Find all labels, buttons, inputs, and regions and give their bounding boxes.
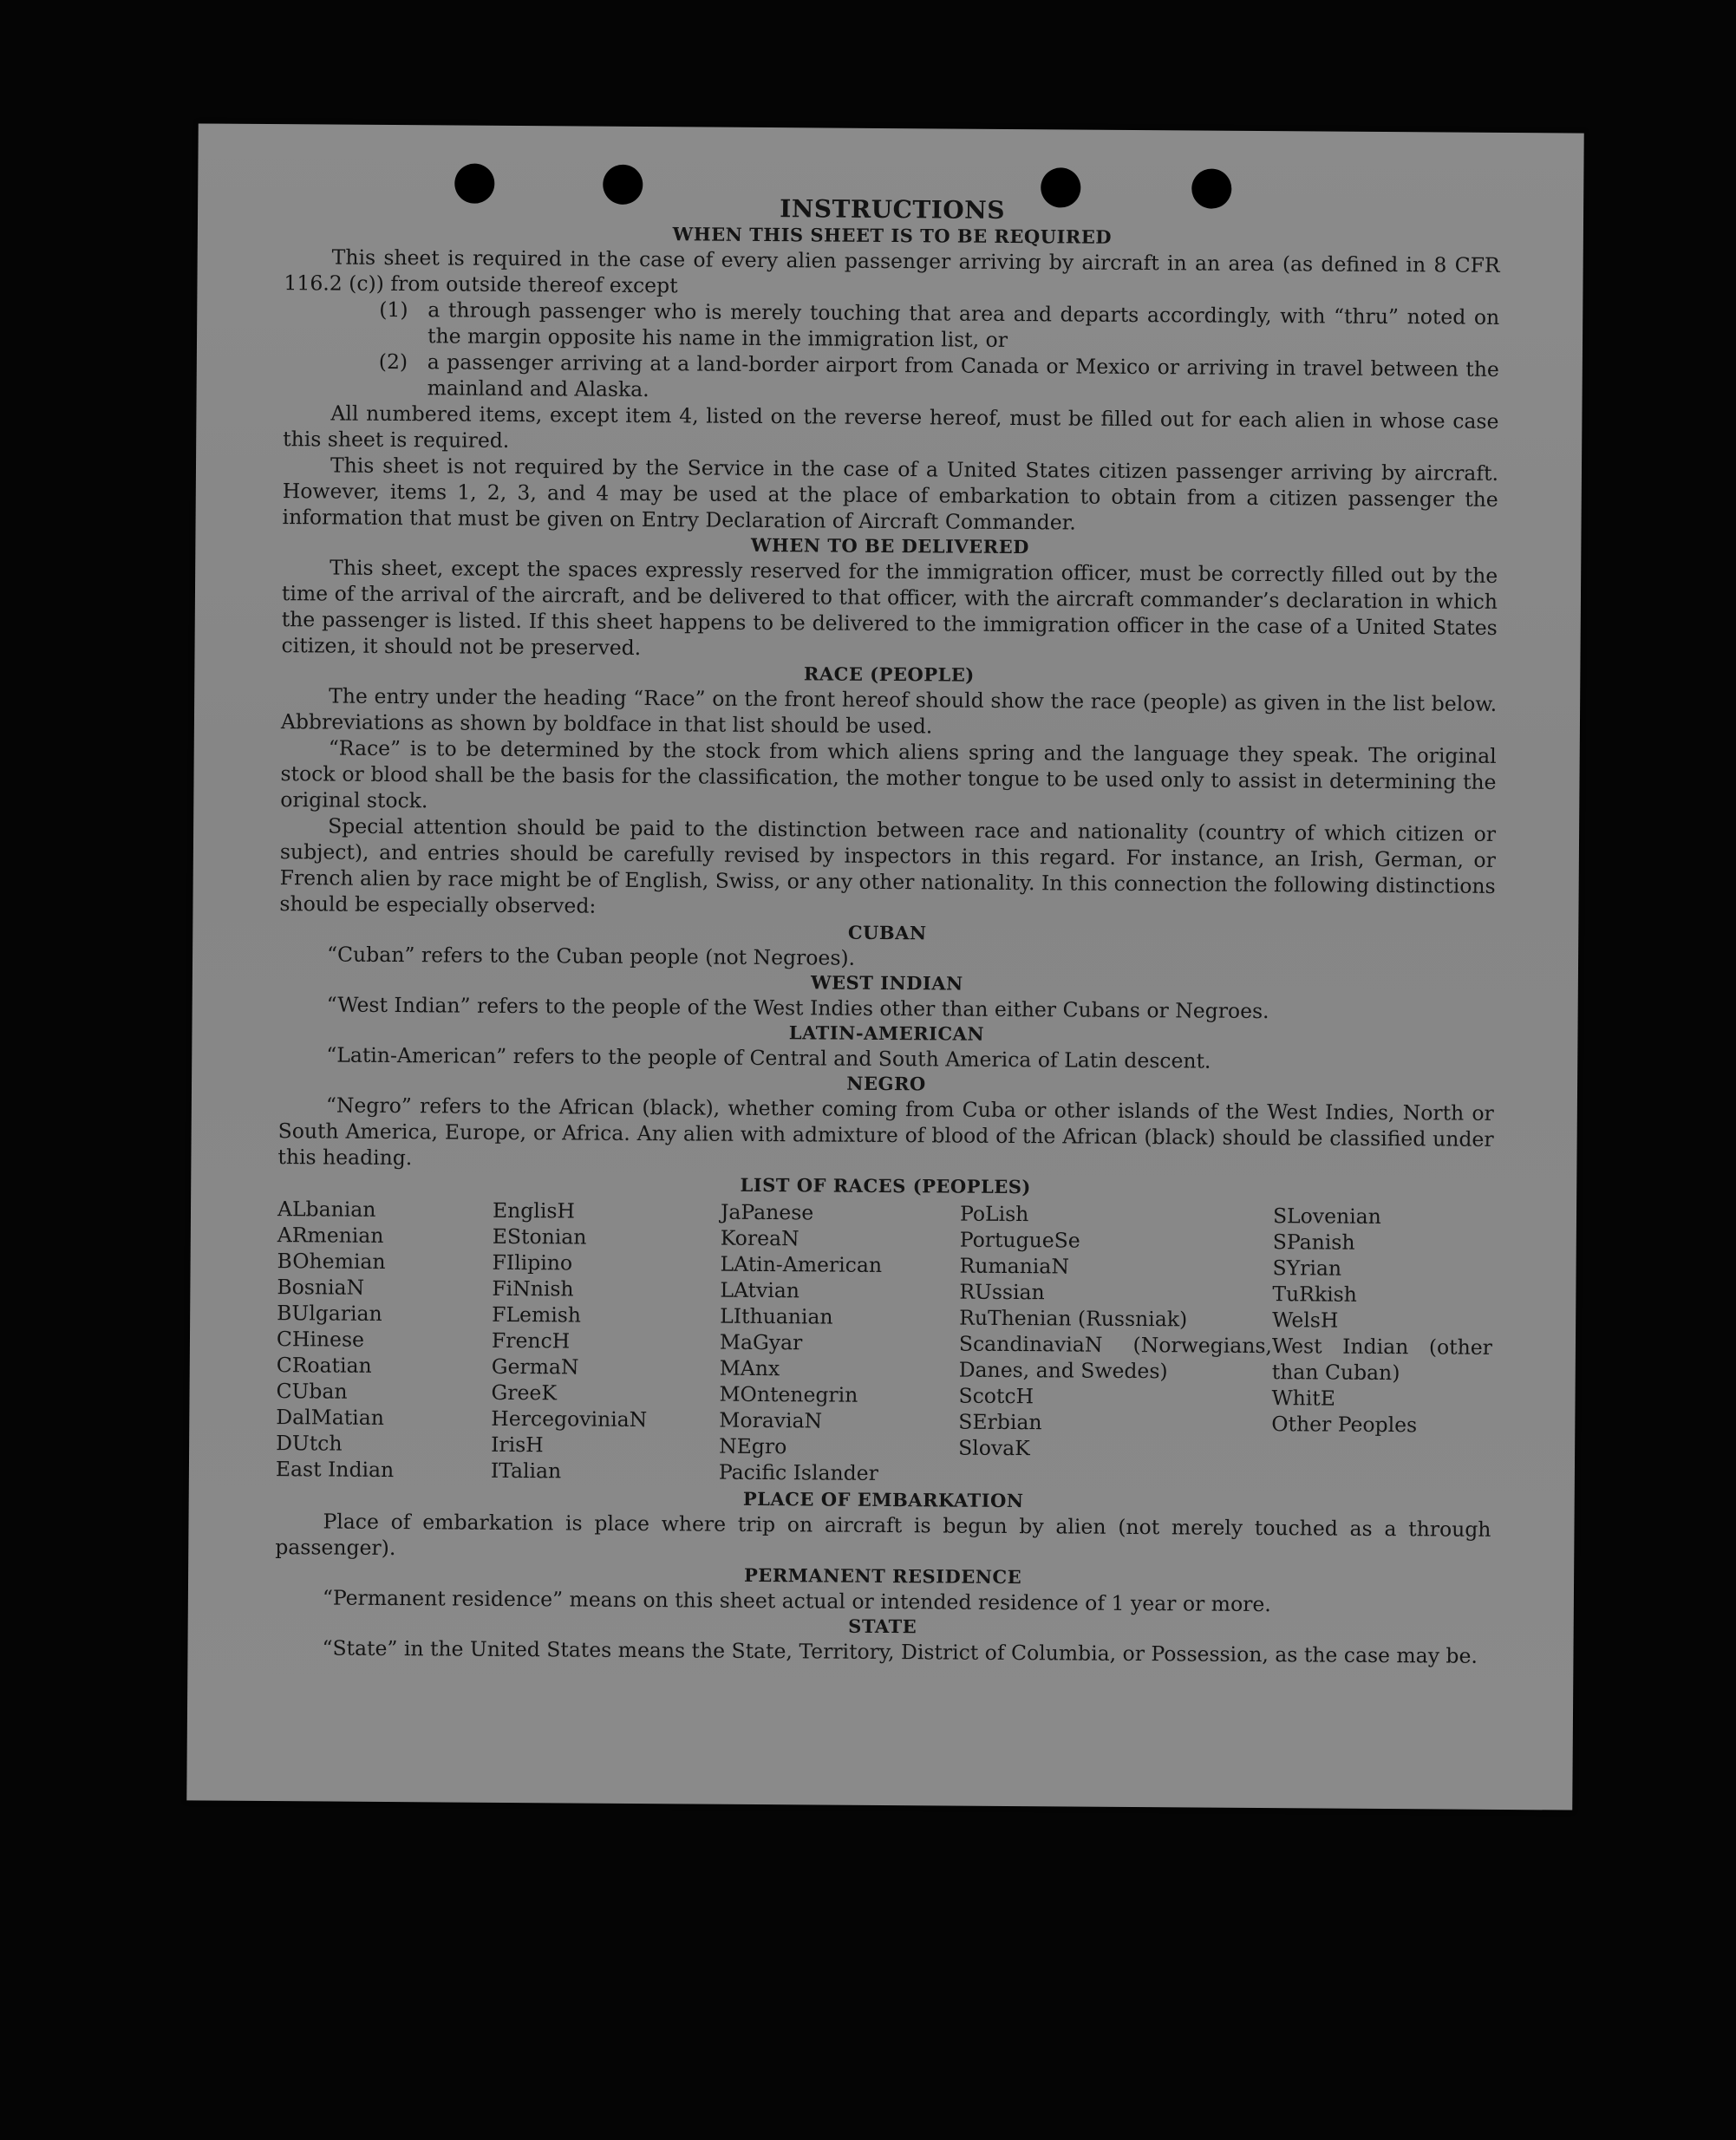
item-text: a passenger arriving at a land-border airport from Canada or Mexico or arriving in travel between the mainland and Alaska.: [427, 349, 1499, 402]
race-entry: LIthuanian: [720, 1303, 833, 1329]
definition: “Cuban” refers to the Cuban people (not Negroes).: [326, 942, 856, 970]
race-entry: CUban: [276, 1379, 348, 1404]
race-entry: RuThenian (Russniak): [959, 1305, 1188, 1332]
races-column: [491, 1197, 721, 1485]
race-entry: DUtch: [276, 1431, 343, 1456]
race-entry: LAtin-American: [720, 1251, 883, 1277]
races-column: [719, 1199, 960, 1487]
race-entry: Pacific Islander: [718, 1459, 878, 1485]
race-entry: ITalian: [490, 1458, 562, 1484]
race-entry: WelsH: [1272, 1308, 1339, 1333]
race-entry: RumaniaN: [959, 1253, 1070, 1279]
race-entry: ScandinaviaN (Norwegians, Danes, and Swedes): [958, 1331, 1273, 1384]
document-sheet: [186, 123, 1583, 1810]
item-number: (1): [379, 297, 408, 323]
page-title: INSTRUCTIONS: [780, 194, 1006, 225]
paragraph: The entry under the heading “Race” on the front hereof should show the race (people) as given in the list below. Abbreviations as shown by boldface in that list should be used.: [280, 683, 1498, 739]
race-entry: BosniaN: [277, 1275, 365, 1300]
section-heading-latin-american: LATIN-AMERICAN: [788, 1021, 985, 1045]
race-entry: WhitE: [1271, 1386, 1336, 1411]
paragraph: “Negro” refers to the African (black), whether coming from Cuba or other islands of the West Indies, North or South America, Europe, or Africa. Any alien with admixture of blood of the African (black) should be classified under this heading.: [277, 1093, 1494, 1171]
race-entry: MAnx: [719, 1355, 780, 1381]
race-entry: BUlgarian: [277, 1301, 382, 1326]
races-list: [276, 1196, 1493, 1491]
paragraph: Place of embarkation is place where trip on aircraft is begun by alien (not merely touched as a through passenger).: [275, 1509, 1491, 1561]
section-heading-when-delivered: WHEN TO BE DELIVERED: [750, 533, 1029, 558]
item-number: (2): [378, 349, 408, 375]
race-entry: RUssian: [959, 1279, 1045, 1305]
races-column: [958, 1201, 1273, 1490]
section-heading-state: STATE: [848, 1615, 917, 1638]
section-heading-list-of-races: LIST OF RACES (PEOPLES): [740, 1173, 1031, 1198]
race-entry: SYrian: [1272, 1256, 1342, 1281]
race-entry: LAtvian: [720, 1277, 800, 1303]
section-heading-permanent-residence: PERMANENT RESIDENCE: [743, 1563, 1022, 1589]
race-entry: IrisH: [491, 1432, 544, 1458]
race-entry: FiNnish: [492, 1276, 574, 1302]
instructions-text: [274, 192, 1500, 1669]
section-heading-place-of-embarkation: PLACE OF EMBARKATION: [742, 1487, 1024, 1512]
item-text: a through passenger who is merely touching that area and departs accordingly, with “thru” noted on the margin opposite his name in the immigration list, or: [427, 297, 1500, 352]
definition: “Permanent residence” means on this sheet actual or intended residence of 1 year or more.: [322, 1585, 1271, 1617]
race-entry: NEgro: [719, 1433, 787, 1459]
section-heading-cuban: CUBAN: [847, 921, 927, 944]
race-entry: East Indian: [275, 1457, 395, 1483]
race-entry: GreeK: [491, 1380, 558, 1406]
race-entry: Other Peoples: [1271, 1412, 1418, 1438]
race-entry: TuRkish: [1272, 1282, 1357, 1307]
race-entry: HercegoviniaN: [491, 1406, 648, 1432]
race-entry: ARmenian: [277, 1223, 384, 1248]
race-entry: ALbanian: [277, 1197, 376, 1222]
race-entry: ScotcH: [958, 1383, 1034, 1409]
section-heading-race: RACE (PEOPLE): [803, 662, 975, 686]
race-entry: EnglisH: [492, 1197, 576, 1223]
race-entry: CRoatian: [276, 1353, 372, 1378]
races-column: [1271, 1203, 1493, 1491]
race-entry: PortugueSe: [959, 1227, 1080, 1253]
race-entry: MoraviaN: [719, 1407, 823, 1433]
race-entry: GermaN: [491, 1354, 579, 1380]
list-item: [284, 296, 1499, 356]
paragraph: This sheet, except the spaces expressly reserved for the immigration officer, must be correctly filled out by the time of the arrival of the aircraft, and be delivered to that officer, with the aircraft commander’s declaration in which the passenger is listed. If this sheet happens to be delivered to the immigration officer in the case of a United States citizen, it should not be preserved.: [281, 555, 1498, 661]
race-entry: JaPanese: [720, 1199, 814, 1225]
race-entry: BOhemian: [277, 1249, 386, 1274]
paragraph: “State” in the United States means the State, Territory, District of Columbia, or Possession, as the case may be.: [322, 1635, 1478, 1668]
paragraph: This sheet is required in the case of every alien passenger arriving by aircraft in an area (as defined in 8 CFR 116.2 (c)) from outside thereof except: [284, 245, 1500, 298]
section-heading-when-required: WHEN THIS SHEET IS TO BE REQUIRED: [672, 223, 1113, 248]
races-column: [276, 1196, 493, 1484]
paragraph: All numbered items, except item 4, listed on the reverse hereof, must be filled out for each alien in whose case this sheet is required.: [283, 401, 1499, 453]
race-entry: FLemish: [492, 1302, 582, 1328]
definition: “Latin-American” refers to the people of Central and South America of Latin descent.: [326, 1042, 1211, 1073]
race-entry: KoreaN: [720, 1225, 799, 1251]
race-entry: SLovenian: [1272, 1204, 1381, 1229]
race-entry: SlovaK: [958, 1435, 1030, 1461]
list-item: [284, 348, 1499, 408]
race-entry: MOntenegrin: [719, 1381, 858, 1407]
race-entry: PoLish: [959, 1201, 1029, 1227]
race-entry: EStonian: [492, 1223, 587, 1249]
race-entry: West Indian (other than Cuban): [1271, 1334, 1493, 1386]
section-heading-west-indian: WEST INDIAN: [810, 971, 963, 995]
paragraph: This sheet is not required by the Service in the case of a United States citizen passenger arriving by aircraft. However, items 1, 2, 3, and 4 may be used at the place of embarkation to obtain from a citizen passenger the information that must be given on Entry Declaration of Aircraft Commander.: [282, 453, 1499, 535]
race-entry: SPanish: [1272, 1230, 1355, 1255]
section-heading-negro: NEGRO: [846, 1072, 926, 1095]
race-entry: SErbian: [958, 1409, 1042, 1435]
race-entry: FIlipino: [492, 1249, 573, 1276]
paragraph: Special attention should be paid to the distinction between race and nationality (country of which citizen or subject), and entries should be carefully revised by inspectors in this regard. For instance, an Irish, German, or French alien by race might be of English, Swiss, or any other nationality. In this connection the following distinctions should be especially observed:: [279, 813, 1497, 918]
definition: “West Indian” refers to the people of the West Indies other than either Cubans or Negroes.: [326, 992, 1269, 1024]
race-entry: CHinese: [276, 1327, 365, 1352]
race-entry: DalMatian: [276, 1405, 385, 1430]
paragraph: “Race” is to be determined by the stock from which aliens spring and the language they speak. The original stock or blood shall be the basis for the classification, the mother tongue to be used only to assist in determining the original stock.: [280, 735, 1497, 813]
race-entry: FrencH: [491, 1328, 571, 1354]
race-entry: MaGyar: [719, 1329, 803, 1355]
